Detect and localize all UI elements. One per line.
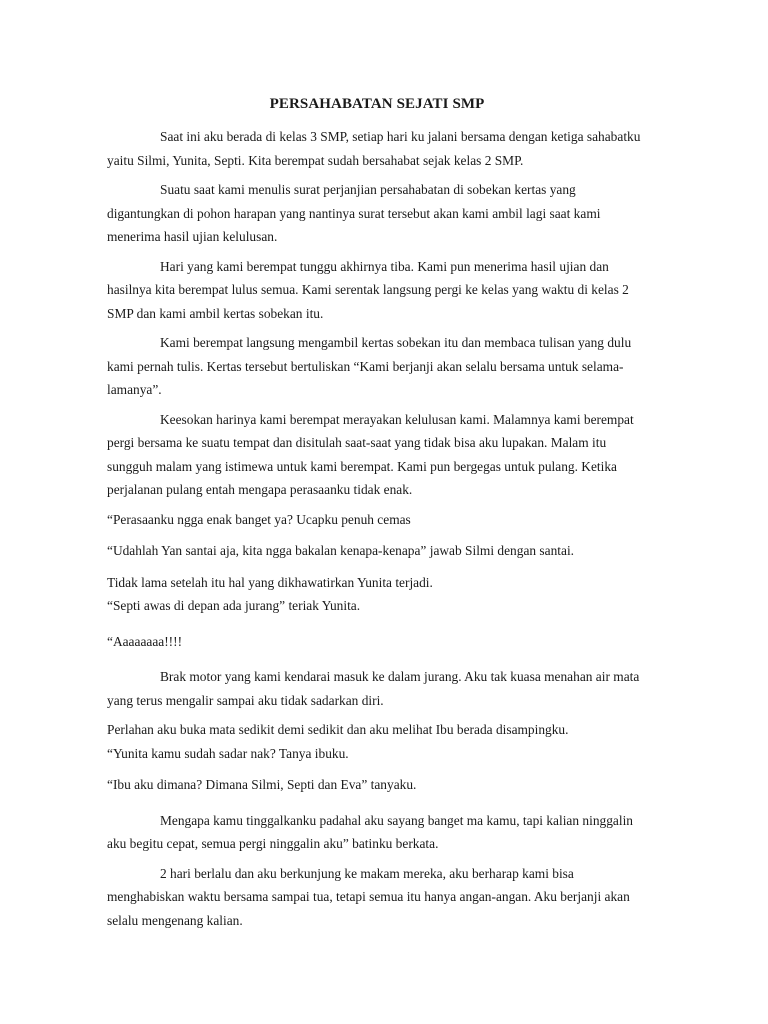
paragraph-3: Hari yang kami berempat tunggu akhirnya tiba. Kami pun menerima hasil ujian dan hasilnya kita berempat lulus semua. Kami serentak langsung pergi ke kelas yang waktu di kelas 2 SMP dan kami ambil kertas sobekan itu. — [107, 258, 629, 321]
dialogue-line: “Perasaanku ngga enak banget ya? Ucapku penuh cemas — [107, 511, 411, 527]
paragraph-5: Keesokan harinya kami berempat merayakan kelulusan kami. Malamnya kami berempat pergi bersama ke suatu tempat dan disitulah saat-saat yang tidak bisa aku lupakan. Malam itu sungguh malam yang istimewa untuk kami berempat. Kami pun bergegas untuk pulang. Ketika perjalanan pulang entah mengapa perasaanku tidak enak. — [107, 411, 634, 497]
paragraph-2: Suatu saat kami menulis surat perjanjian persahabatan di sobekan kertas yang digantungkan di pohon harapan yang nantinya surat tersebut akan kami ambil lagi saat kami menerima hasil ujian kelulusan. — [107, 182, 601, 244]
document-page — [107, 96, 647, 938]
paragraph-8: 2 hari berlalu dan aku berkunjung ke makam mereka, aku berharap kami bisa menghabiskan waktu bersama sampai tua, tetapi semua itu hanya angan-angan. Aku berjanji akan selalu mengenang kalian. — [107, 865, 630, 928]
paragraph-6: Brak motor yang kami kendarai masuk ke dalam jurang. Aku tak kuasa menahan air mata yang terus mengalir sampai aku tidak sadarkan diri. — [107, 669, 640, 708]
document-title: PERSAHABATAN SEJATI SMP — [269, 96, 485, 112]
paragraph-7: Mengapa kamu tinggalkanku padahal aku sayang banget ma kamu, tapi kalian ninggalin aku begitu cepat, semua pergi ninggalin aku” batinku berkata. — [107, 812, 633, 851]
dialogue-line: “Udahlah Yan santai aja, kita ngga bakalan kenapa-kenapa” jawab Silmi dengan santai. — [107, 543, 575, 558]
narration-line: Tidak lama setelah itu hal yang dikhawatirkan Yunita terjadi. — [107, 574, 433, 590]
dialogue-line: “Septi awas di depan ada jurang” teriak Yunita. — [107, 598, 361, 613]
paragraph-1: Saat ini aku berada di kelas 3 SMP, setiap hari ku jalani bersama dengan ketiga sahabatku yaitu Silmi, Yunita, Septi. Kita berempat sudah bersahabat sejak kelas 2 SMP. — [107, 129, 641, 168]
narration-line: Perlahan aku buka mata sedikit demi sedikit dan aku melihat Ibu berada disampingku. — [107, 722, 569, 737]
paragraph-4: Kami berempat langsung mengambil kertas sobekan itu dan membaca tulisan yang dulu kami pernah tulis. Kertas tersebut bertuliskan “Kami berjanji akan selalu bersama untuk selama-lamanya”. — [107, 335, 632, 397]
dialogue-line: “Aaaaaaaa!!!! — [107, 633, 183, 649]
dialogue-line: “Ibu aku dimana? Dimana Silmi, Septi dan Eva” tanyaku. — [107, 777, 417, 792]
dialogue-line: “Yunita kamu sudah sadar nak? Tanya ibuku. — [107, 745, 349, 761]
